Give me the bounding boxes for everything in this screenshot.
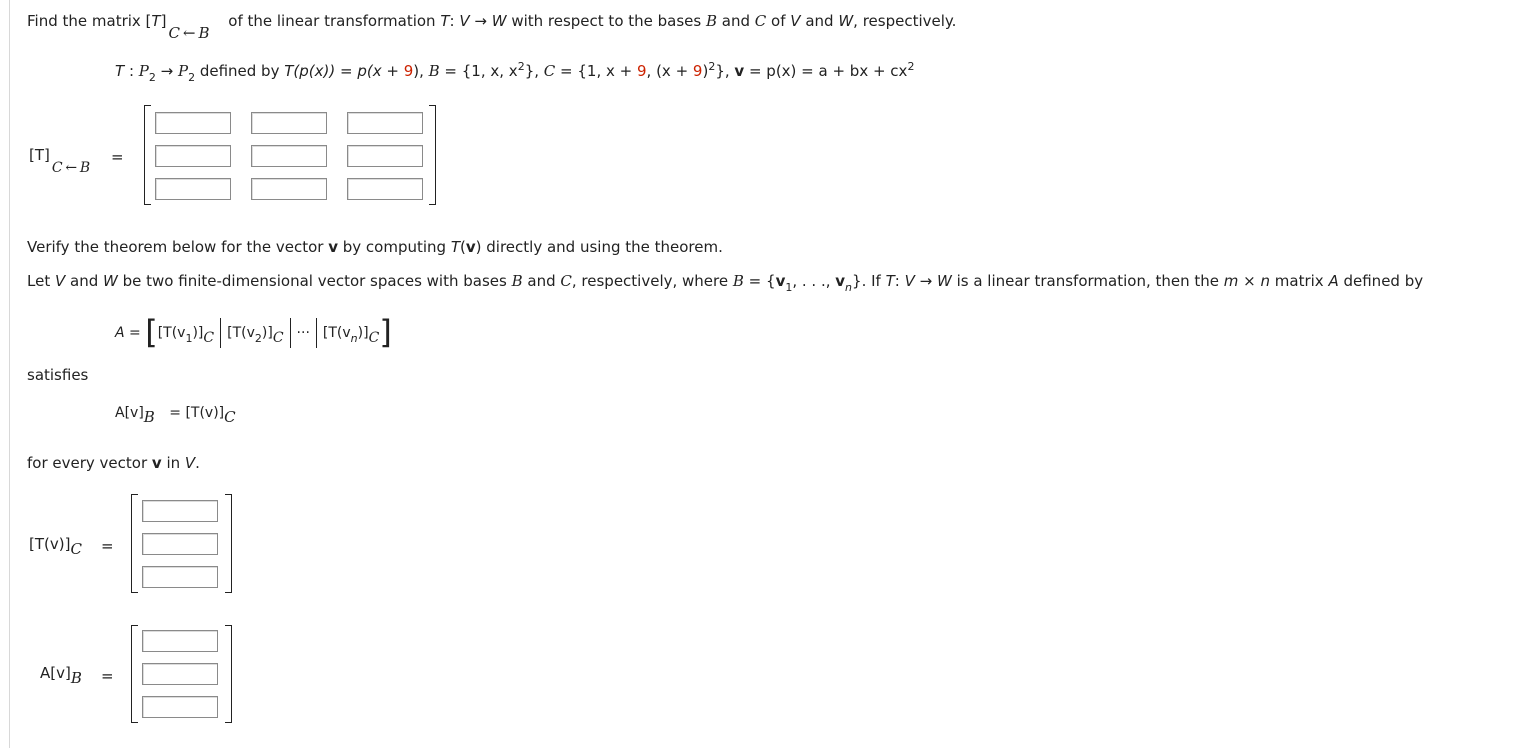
av-cell-2[interactable]: [142, 663, 218, 685]
matrix-label: [T]C ← B: [29, 146, 91, 176]
theorem-statement: Let V and W be two finite-dimensional vector spaces with bases B and C, respectively, where $B = \{v_1$, . . ., $v_n$}. If T: V → W is a linear transformation, then the m × n matrix A defined by: [27, 272, 1424, 294]
matrix-cell-3-2[interactable]: [251, 178, 327, 200]
av-equals: =: [101, 667, 114, 685]
tv-cell-3[interactable]: [142, 566, 218, 588]
for-every-text: for every vector v in V.: [27, 454, 200, 472]
formula-matrix-A: $A = [[T(v_1)]_C$ $[T(v_2)]_C$ ··· $[T(v_n)]_C$]: [115, 313, 392, 351]
matrix-cell-1-1[interactable]: [155, 112, 231, 134]
right-bracket: [225, 625, 232, 723]
satisfies-text: satisfies: [27, 366, 89, 384]
av-label: $A[v]_B$: [40, 664, 82, 687]
av-cell-1[interactable]: [142, 630, 218, 652]
right-bracket: [429, 105, 436, 205]
matrix-cell-1-2[interactable]: [251, 112, 327, 134]
left-divider: [9, 0, 10, 748]
tv-cell-1[interactable]: [142, 500, 218, 522]
tv-vector: [131, 494, 232, 593]
matrix-cell-2-1[interactable]: [155, 145, 231, 167]
av-vector: [131, 625, 232, 723]
theorem-equation: $A[v]_B = [T(v)]_C$: [115, 405, 236, 426]
intro-text: Find the matrix [T]C ← B of the linear transformation T: V → W with respect to the bases B and C of V and W, respectively.: [27, 12, 957, 42]
transformation-matrix: [144, 105, 436, 205]
matrix-equals: =: [111, 148, 124, 166]
matrix-cell-2-3[interactable]: [347, 145, 423, 167]
tv-label: $[T(v)]_C$: [29, 535, 82, 558]
matrix-cell-3-3[interactable]: [347, 178, 423, 200]
left-bracket: [131, 625, 138, 723]
matrix-cell-1-3[interactable]: [347, 112, 423, 134]
matrix-cell-3-1[interactable]: [155, 178, 231, 200]
matrix-cell-2-2[interactable]: [251, 145, 327, 167]
tv-cell-2[interactable]: [142, 533, 218, 555]
right-bracket: [225, 494, 232, 593]
left-bracket: [144, 105, 151, 205]
left-bracket: [131, 494, 138, 593]
verify-instruction: Verify the theorem below for the vector v by computing T(v) directly and using the theorem.: [27, 238, 723, 256]
tv-equals: =: [101, 537, 114, 555]
av-cell-3[interactable]: [142, 696, 218, 718]
transformation-definition: T : $P_2 \to P_2$ defined by T(p(x)) = p(x + 9), B = {1, x, $x^2$}, C = {1, x + 9, $(x + 9)^2$}, v = p(x) = a + bx + $cx^2$: [115, 60, 915, 84]
